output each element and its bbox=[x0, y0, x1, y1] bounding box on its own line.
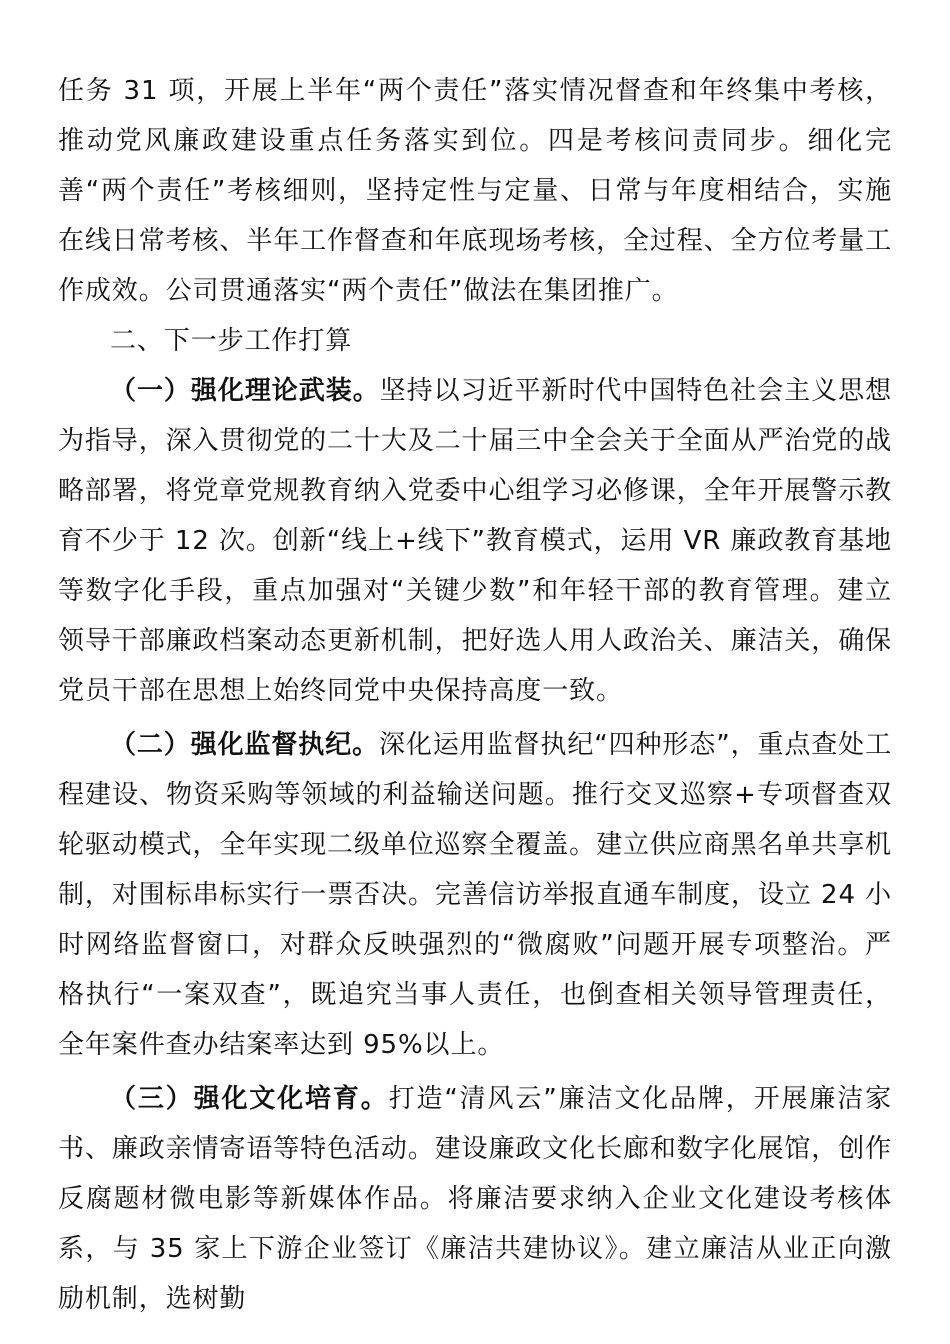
section-heading-next-steps bbox=[58, 316, 892, 366]
paragraph-text: 任务 31 项，开展上半年“两个责任”落实情况督查和年终集中考核，推动党风廉政建设重点任务落实到位。四是考核问责同步。细化完善“两个责任”考核细则，坚持定性与定量、日常与年度相结合，实施在线日常考核、半年工作督查和年底现场考核，全过程、全方位考量工作成效。公司贯通落实“两个责任”做法在集团推广。 bbox=[58, 76, 892, 306]
subheading-supervision: （二）强化监督执纪。 bbox=[110, 730, 380, 760]
paragraph-theory bbox=[58, 366, 892, 716]
section-heading-text: 二、下一步工作打算 bbox=[110, 326, 353, 356]
paragraph-supervision bbox=[58, 720, 892, 1070]
paragraph-text: 坚持以习近平新时代中国特色社会主义思想为指导，深入贯彻党的二十大及二十届三中全会关于全面从严治党的战略部署，将党章党规教育纳入党委中心组学习必修课，全年开展警示教育不少于 12 次。创新“线上+线下”教育模式，运用 VR 廉政教育基地等数字化手段，重点加强对“关键少数”和年轻干部的教育管理。建立领导干部廉政档案动态更新机制，把好选人用人政治关、廉洁关，确保党员干部在思想上始终同党中央保持高度一致。 bbox=[58, 376, 892, 706]
paragraph-continuation bbox=[58, 66, 892, 316]
paragraph-text: 深化运用监督执纪“四种形态”，重点查处工程建设、物资采购等领域的利益输送问题。推行交叉巡察+专项督查双轮驱动模式，全年实现二级单位巡察全覆盖。建立供应商黑名单共享机制，对围标串标实行一票否决。完善信访举报直通车制度，设立 24 小时网络监督窗口，对群众反映强烈的“微腐败”问题开展专项整治。严格执行“一案双查”，既追究当事人责任，也倒查相关领导管理责任，全年案件查办结案率达到 95%以上。 bbox=[58, 730, 892, 1060]
paragraph-text: 打造“清风云”廉洁文化品牌，开展廉洁家书、廉政亲情寄语等特色活动。建设廉政文化长廊和数字化展馆，创作反腐题材微电影等新媒体作品。将廉洁要求纳入企业文化建设考核体系，与 35 家上下游企业签订《廉洁共建协议》。建立廉洁从业正向激励机制，选树勤 bbox=[58, 1084, 892, 1314]
paragraph-culture bbox=[58, 1074, 892, 1324]
subheading-theory: （一）强化理论武装。 bbox=[110, 376, 380, 406]
document-page bbox=[58, 66, 892, 1324]
subheading-culture: （三）强化文化培育。 bbox=[110, 1084, 389, 1114]
